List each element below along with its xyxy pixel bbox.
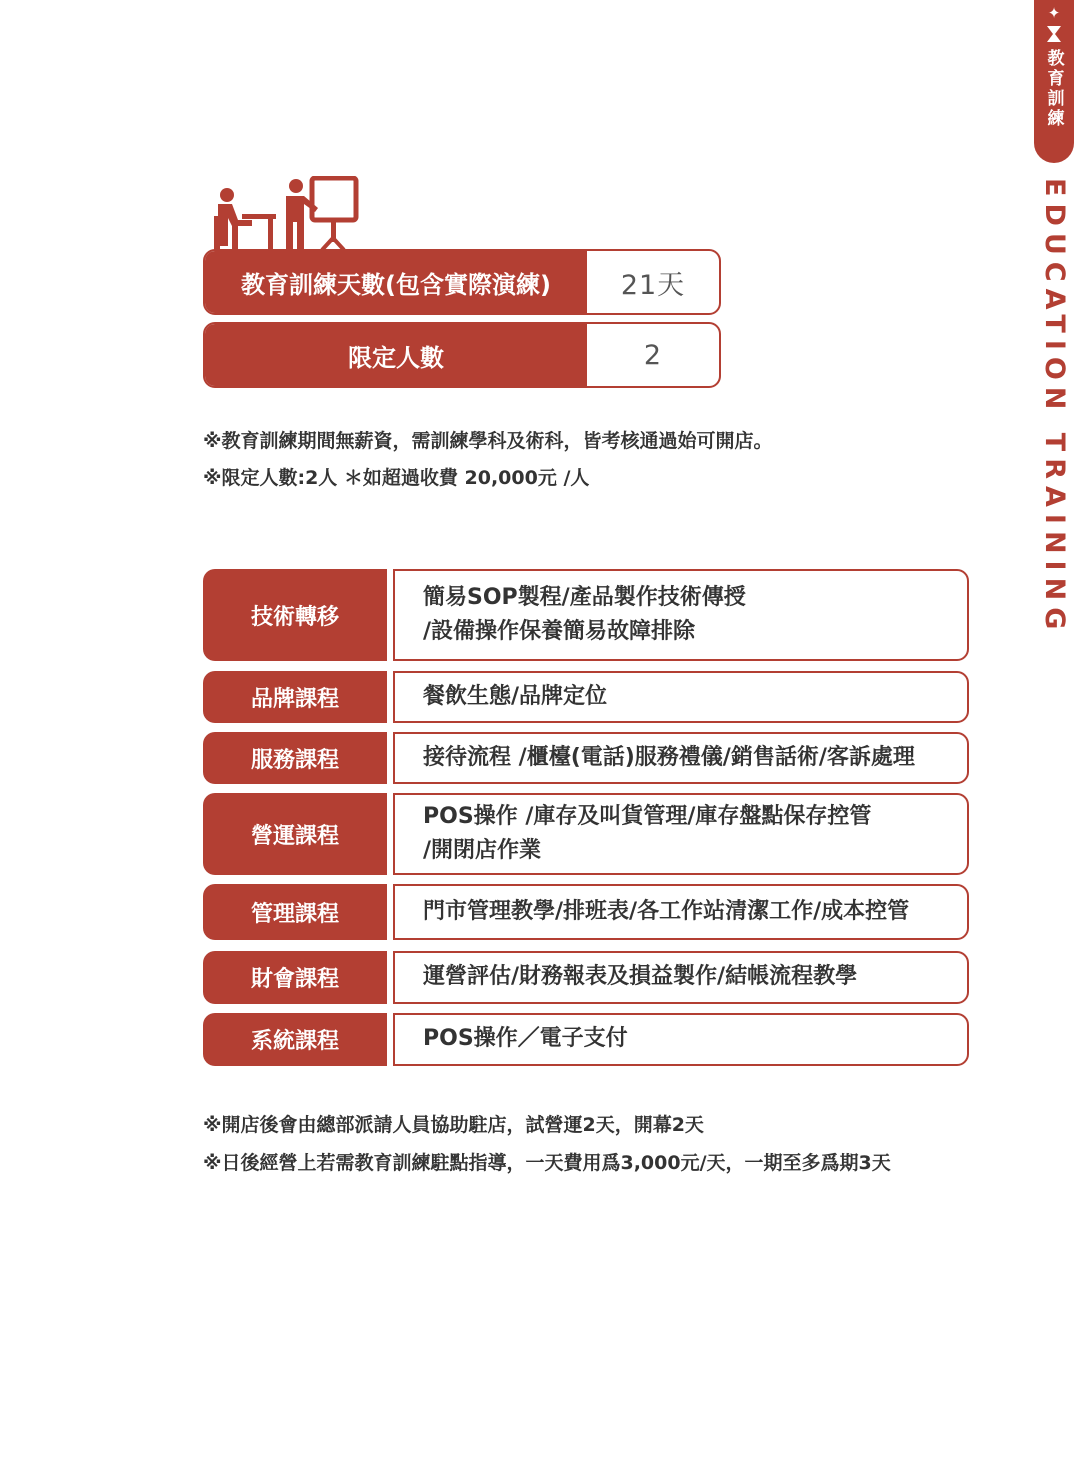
course-line: 簡易SOP製程/產品製作技術傳授 (423, 584, 746, 610)
course-content (393, 951, 969, 1004)
course-line: 接待流程 /櫃檯(電話)服務禮儀/銷售話術/客訴處理 (423, 744, 915, 770)
course-label: 技術轉移 (203, 569, 387, 661)
course-label: 財會課程 (203, 951, 387, 1004)
note-no-salary: ※教育訓練期間無薪資，需訓練學科及術科，皆考核通過始可開店。 (203, 430, 773, 452)
course-content (393, 884, 969, 940)
course-content (393, 1013, 969, 1066)
course-row (203, 1013, 969, 1066)
section-tab-label: 教育訓練 (1043, 49, 1064, 129)
course-line: 餐飲生態/品牌定位 (423, 683, 608, 709)
sparkle-icon: ✦ (1047, 4, 1061, 22)
training-days-value: 21天 (620, 269, 686, 301)
course-line: 門市管理教學/排班表/各工作站清潔工作/成本控管 (423, 898, 910, 924)
course-row (203, 671, 969, 723)
headcount-label: 限定人數 (205, 324, 587, 386)
course-line: POS操作 /庫存及叫貨管理/庫存盤點保存控管 (423, 803, 872, 829)
course-content (393, 569, 969, 661)
section-tab (1034, 0, 1074, 163)
course-content (393, 793, 969, 875)
course-row (203, 569, 969, 661)
course-line: /設備操作保養簡易故障排除 (423, 619, 696, 644)
training-days-row (203, 249, 721, 315)
course-content (393, 671, 969, 723)
course-row (203, 884, 969, 940)
course-row (203, 732, 969, 784)
course-label: 系統課程 (203, 1013, 387, 1066)
note-store-support: ※開店後會由總部派請人員協助駐店，試營運2天，開幕2天 (203, 1114, 704, 1136)
course-row (203, 793, 969, 875)
headcount-row (203, 322, 721, 388)
course-line: /開閉店作業 (423, 838, 542, 863)
course-row (203, 951, 969, 1004)
course-label: 管理課程 (203, 884, 387, 940)
course-label: 營運課程 (203, 793, 387, 875)
headcount-value: 2 (643, 339, 663, 371)
note-onsite-fee: ※日後經營上若需教育訓練駐點指導，一天費用爲3,000元/天，一期至多爲期3天 (203, 1152, 891, 1174)
section-title-en: EDUCATION TRAINING (1039, 178, 1070, 637)
course-line: 運營評估/財務報表及損益製作/結帳流程教學 (423, 964, 858, 990)
course-label: 服務課程 (203, 732, 387, 784)
note-headcount-fee: ※限定人數:2人 ＊如超過收費 20,000元 /人 (203, 467, 590, 489)
training-presenter-icon (210, 176, 360, 252)
course-label: 品牌課程 (203, 671, 387, 723)
course-content (393, 732, 969, 784)
hourglass-icon (1046, 25, 1062, 43)
course-line: POS操作／電子支付 (423, 1026, 628, 1052)
training-days-label: 教育訓練天數(包含實際演練) (205, 251, 587, 313)
